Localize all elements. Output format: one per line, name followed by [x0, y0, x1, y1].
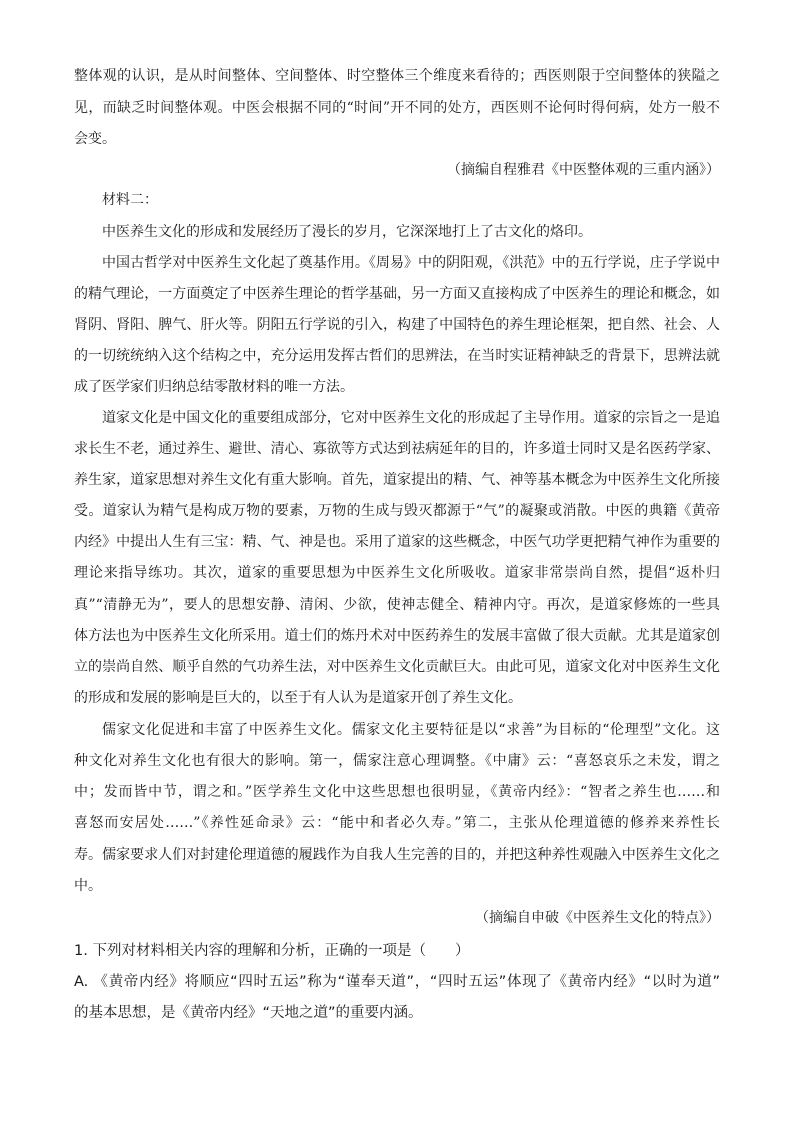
text-line: 道家文化是中国文化的重要组成部分，它对中医养生文化的形成起了主导作用。道家的宗旨之一是追 [102, 410, 720, 426]
text-line: 体方法也为中医养生文化所采用。道士们的炼丹术对中医药养生的发展丰富做了很大贡献。尤其是道家创 [74, 628, 720, 644]
text-line: 立的崇尚自然、顺乎自然的气功养生法，对中医养生文化贡献巨大。由此可见，道家文化对中医养生文化 [74, 659, 720, 675]
text-line: 肾阴、肾阳、脾气、肝火等。阴阳五行学说的引入，构建了中国特色的养生理论框架，把自然、社会、人 [74, 317, 720, 333]
text-line: 养生家，道家思想对养生文化有重大影响。首先，道家提出的精、气、神等基本概念为中医养生文化所接 [74, 472, 720, 488]
text-line: 内经》中提出人生有三宝：精、气、神是也。采用了道家的这些概念，中医气功学更把精气神作为重要的 [74, 534, 720, 550]
text-line: 理论来指导练功。其次，道家的重要思想为中医养生文化所吸收。道家非常崇尚自然，提倡“返朴归 [74, 565, 720, 581]
source-citation: （摘编自申破《中医养生文化的特点》） [475, 910, 720, 926]
question-stem: 1. 下列对材料相关内容的理解和分析，正确的一项是（ ） [74, 943, 470, 959]
text-line: 成了医学家们归纳总结零散材料的唯一方法。 [74, 379, 354, 395]
option-a-line: A. 《黄帝内经》将顺应“四时五运”称为“谨奉天道”，“四时五运”体现了《黄帝内经》“以时为道” [74, 974, 720, 990]
text-line: 整体观的认识，是从时间整体、空间整体、时空整体三个维度来看待的；西医则限于空间整体的狭隘之 [74, 68, 720, 84]
text-line: 儒家文化促进和丰富了中医养生文化。儒家文化主要特征是以“求善”为目标的“伦理型”文化。这 [102, 722, 720, 738]
text-line: 寿。儒家要求人们对封建伦理道德的履践作为自我人生完善的目的，并把这种养性观融入中医养生文化之 [74, 847, 720, 863]
material-label: 材料二： [102, 192, 158, 208]
option-a-line: 的基本思想，是《黄帝内经》“天地之道”的重要内涵。 [74, 1005, 423, 1021]
source-citation: （摘编自程雅君《中医整体观的三重内涵》） [447, 162, 720, 178]
text-line: 中国古哲学对中医养生文化起了奠基作用。《周易》中的阴阳观，《洪范》中的五行学说，庄子学说中 [102, 255, 720, 271]
text-line: 喜怒而安居处……”《养性延命录》云：“能中和者必久寿。”第二，主张从伦理道德的修养来养性长 [74, 815, 720, 831]
text-line: 种文化对养生文化也有很大的影响。第一，儒家注意心理调整。《中庸》云：“喜怒哀乐之未发，谓之 [74, 753, 720, 769]
text-line: 的精气理论，一方面奠定了中医养生理论的哲学基础，另一方面又直接构成了中医养生的理论和概念，如 [74, 286, 720, 302]
text-line: 真”“清静无为”，要人的思想安静、清闲、少欲，使神志健全、精神内守。再次，是道家修炼的一些具 [74, 597, 720, 613]
text-line: 的形成和发展的影响是巨大的，以至于有人认为是道家开创了养生文化。 [74, 690, 522, 706]
text-line: 的一切统统纳入这个结构之中，充分运用发挥古哲们的思辨法，在当时实证精神缺乏的背景下，思辨法就 [74, 348, 720, 364]
text-line: 中医养生文化的形成和发展经历了漫长的岁月，它深深地打上了古文化的烙印。 [102, 224, 592, 240]
text-line: 受。道家认为精气是构成万物的要素，万物的生成与毁灭都源于“气”的凝聚或消散。中医的典籍《黄帝 [74, 503, 720, 519]
text-line: 会变。 [74, 131, 116, 147]
text-line: 见，而缺乏时间整体观。中医会根据不同的“时间”开不同的处方，西医则不论何时得何病，处方一般不 [74, 100, 720, 116]
text-line: 中；发而皆中节，谓之和。”医学养生文化中这些思想也很明显，《黄帝内经》：“智者之养生也……和 [74, 784, 720, 800]
text-line: 中。 [74, 878, 102, 894]
text-line: 求长生不老，通过养生、避世、清心、寡欲等方式达到祛病延年的目的，许多道士同时又是名医药学家、 [74, 441, 720, 457]
